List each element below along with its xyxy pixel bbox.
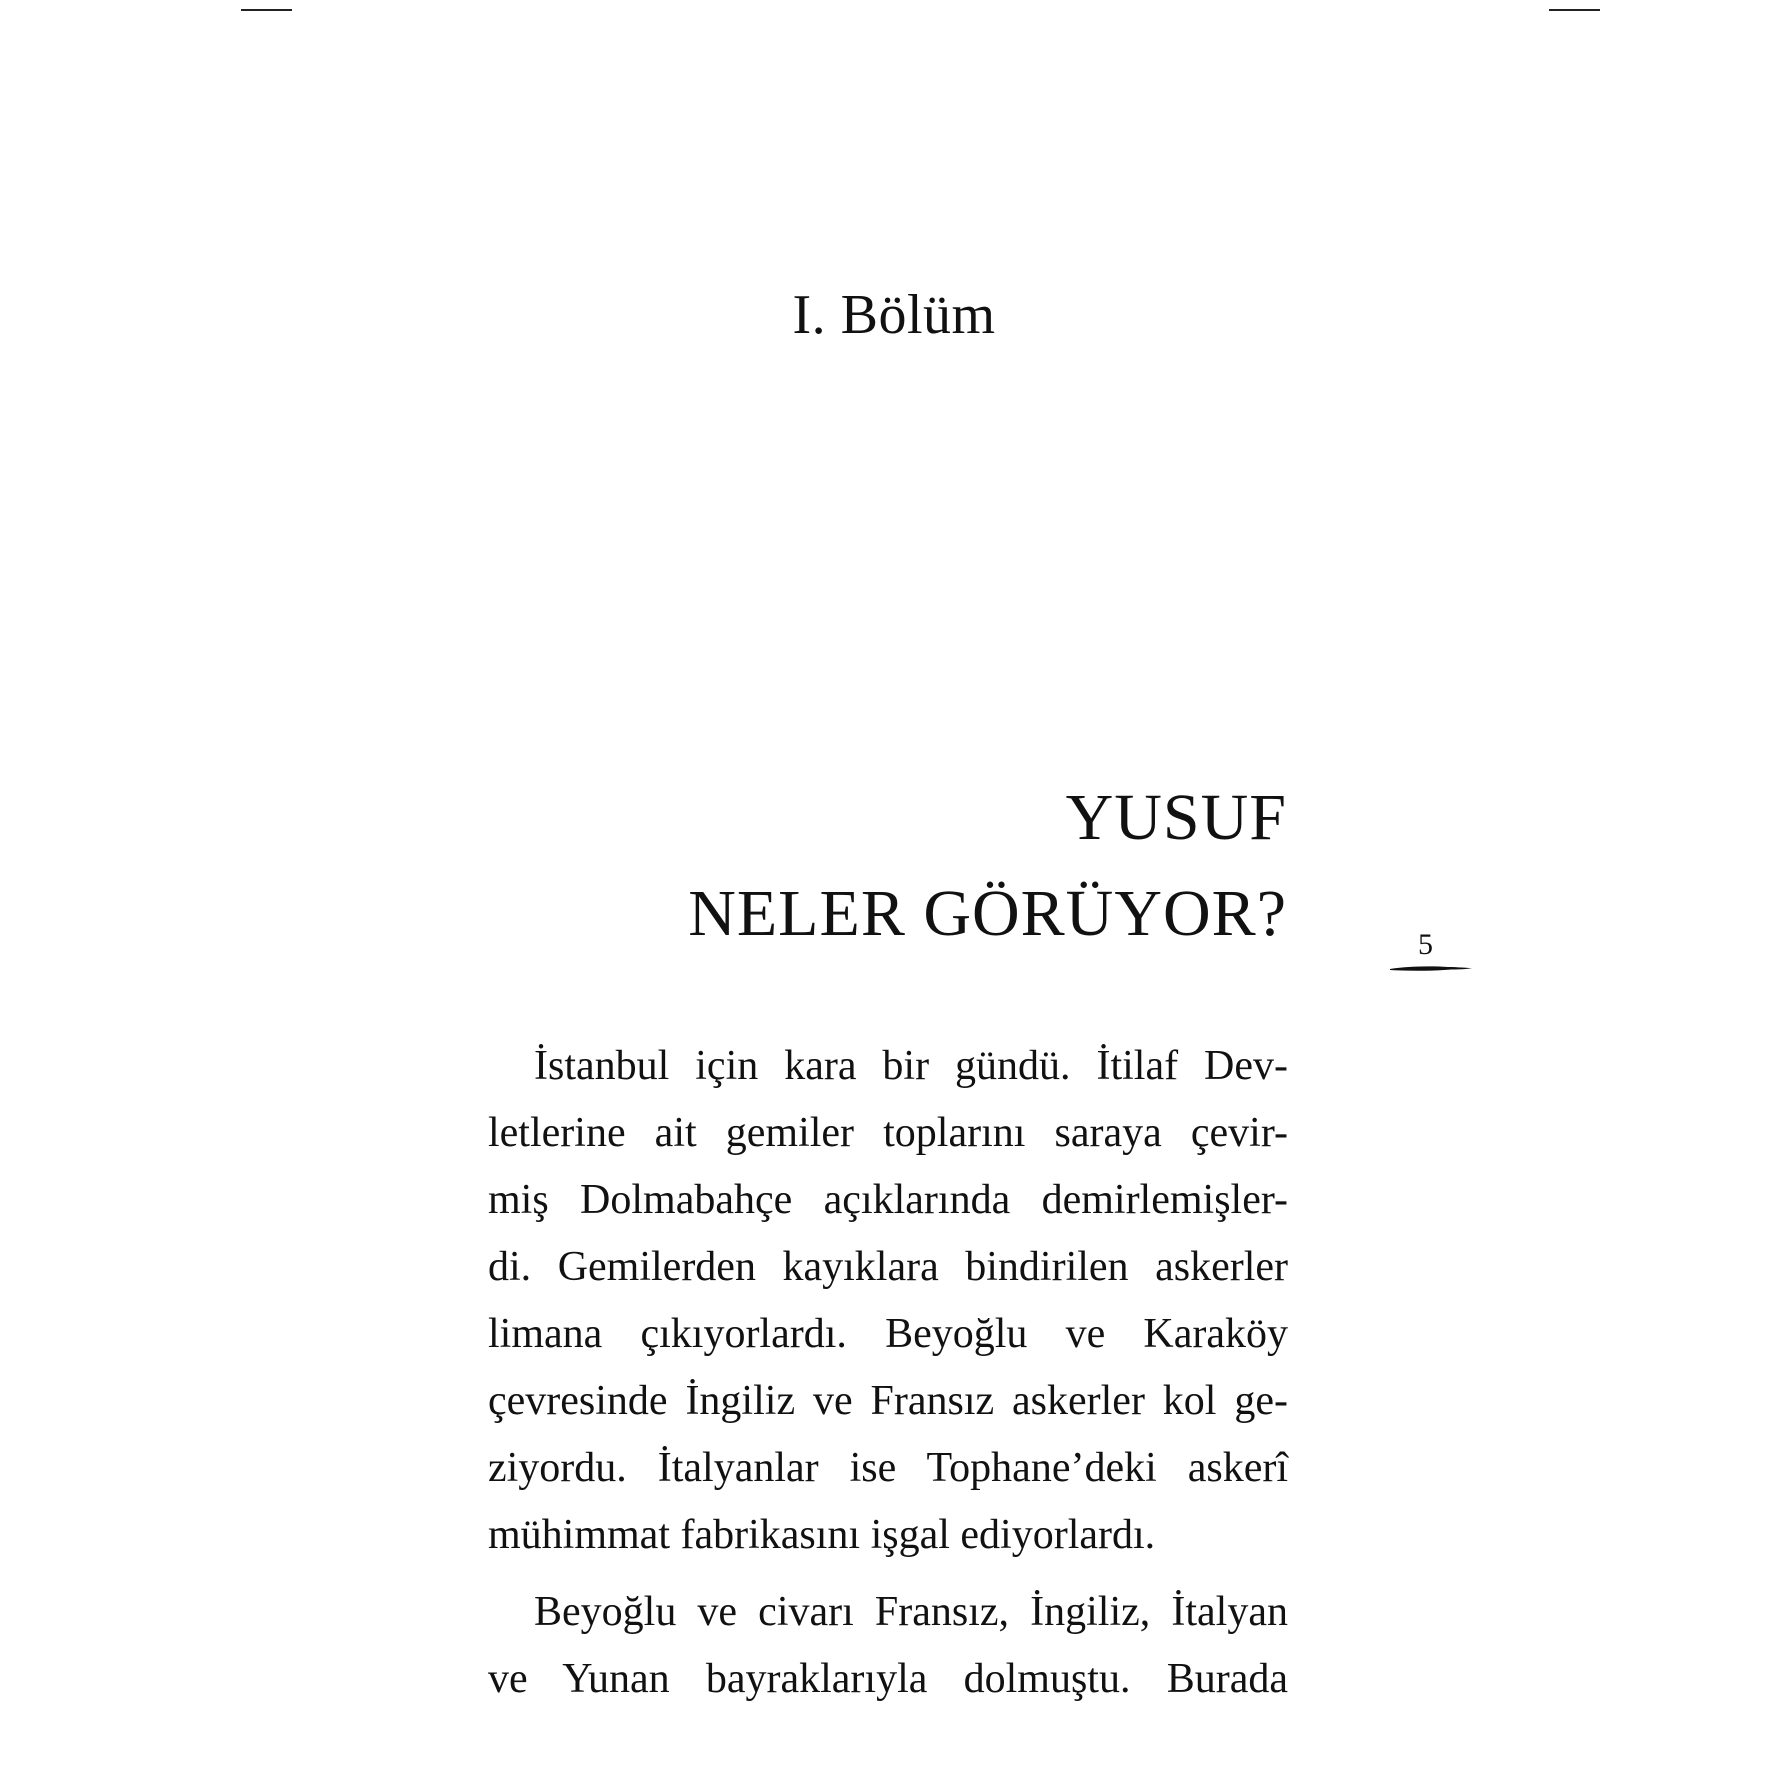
paragraph-2-line-1: Beyoğlu ve civarı Fransız, İngiliz, İtalyan <box>534 1589 1288 1635</box>
page-number-brush-stroke-icon <box>1388 962 1474 974</box>
paragraph-1-line-1: İstanbul için kara bir gündü. İtilaf Dev- <box>534 1043 1288 1089</box>
page-number: 5 <box>1418 928 1433 961</box>
paragraph-1-line-3: miş Dolmabahçe açıklarında demirlemişler- <box>488 1177 1288 1223</box>
paragraph-2-line-2: ve Yunan bayraklarıyla dolmuştu. Burada <box>488 1656 1288 1702</box>
paragraph-1-line-2: letlerine ait gemiler toplarını saraya çevir- <box>488 1110 1288 1156</box>
paragraph-1-line-8: mühimmat fabrikasını işgal ediyorlardı. <box>488 1512 1156 1558</box>
body-text <box>488 1033 1288 1713</box>
chapter-title-line-2: NELER GÖRÜYOR? <box>688 877 1287 950</box>
paragraph-1-line-7: ziyordu. İtalyanlar ise Tophane’deki askerî <box>488 1445 1288 1491</box>
crop-mark-left <box>241 9 292 11</box>
paragraph-gap <box>488 1569 1288 1579</box>
chapter-title <box>688 770 1287 962</box>
crop-mark-right <box>1549 9 1600 11</box>
paragraph-1-line-5: limana çıkıyorlardı. Beyoğlu ve Karaköy <box>488 1311 1288 1357</box>
paragraph-1-line-6: çevresinde İngiliz ve Fransız askerler kol ge- <box>488 1378 1288 1424</box>
chapter-label: I. Bölüm <box>792 284 996 346</box>
chapter-title-line-1: YUSUF <box>1065 781 1287 854</box>
paragraph-1-line-4: di. Gemilerden kayıklara bindirilen askerler <box>488 1244 1288 1290</box>
